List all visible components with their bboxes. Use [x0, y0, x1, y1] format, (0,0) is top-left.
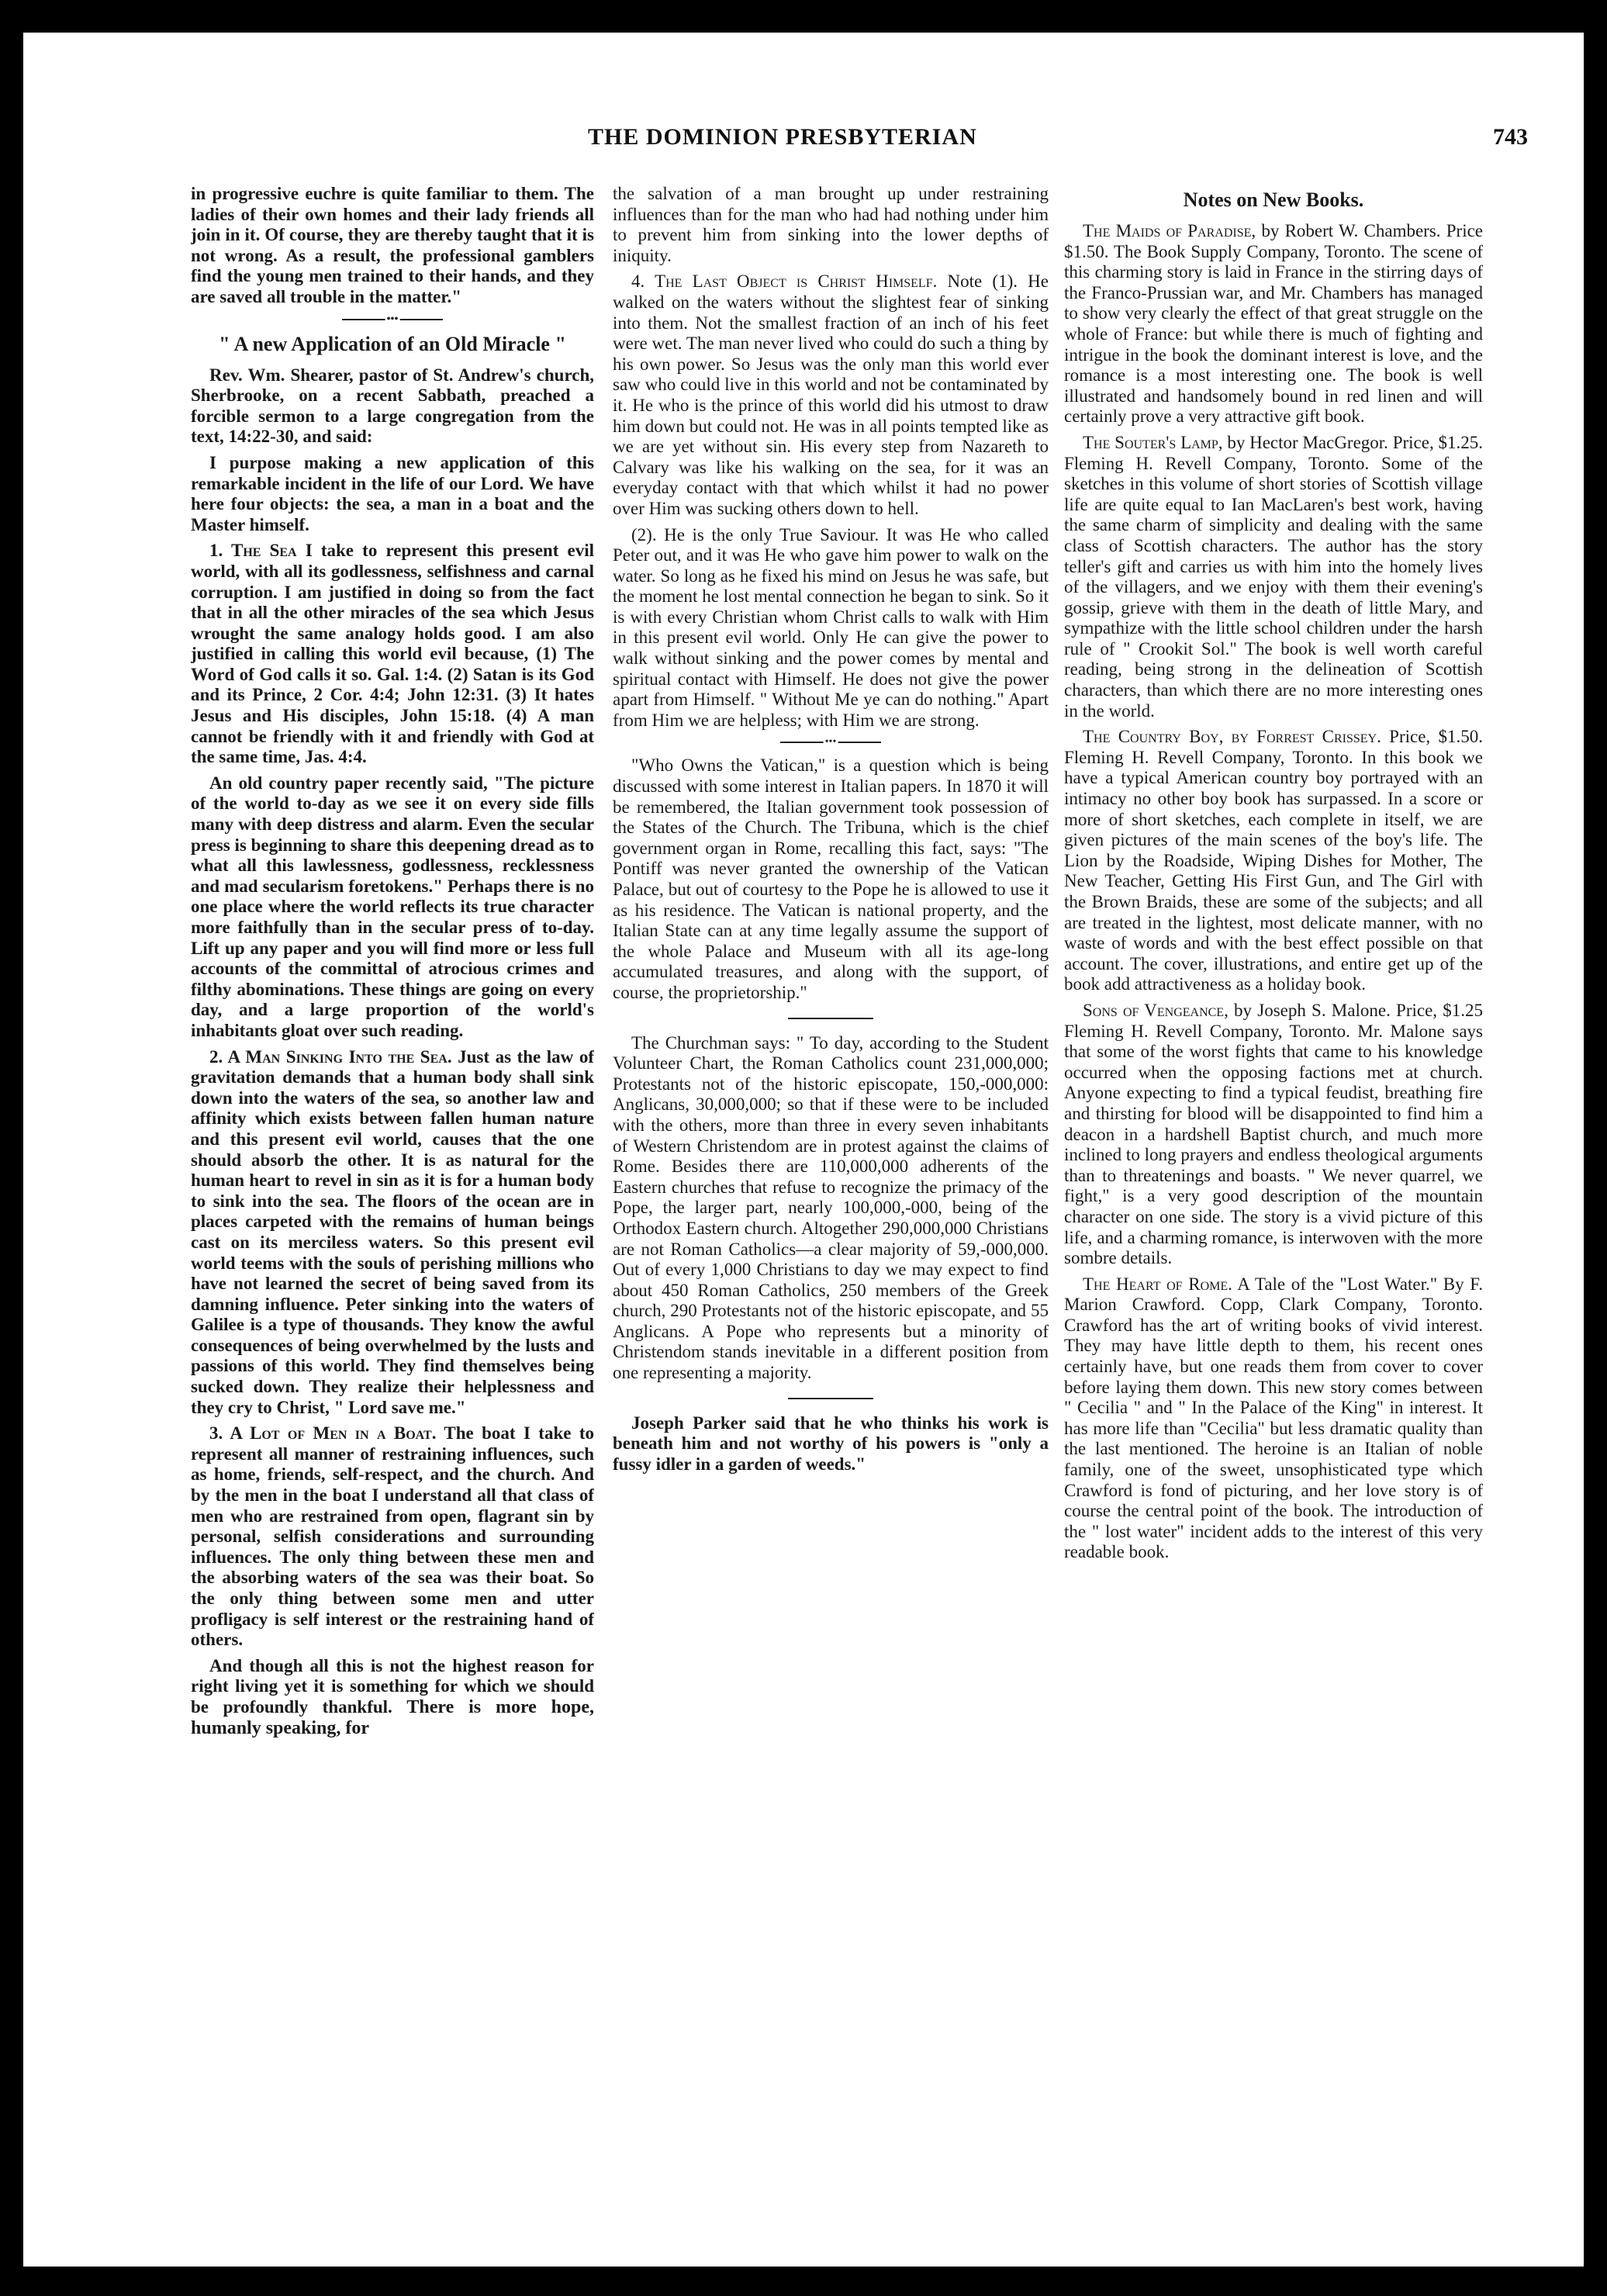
section-divider	[788, 1398, 873, 1399]
column-3	[1064, 184, 1483, 1568]
paragraph-text: And though all this is not the highest reason for right living yet it is something for which we should be profoundly thankful.	[191, 1655, 594, 1717]
review-text: by Robert W. Chambers. Price $1.50. The Book Supply Company, Toronto. The scene of this charming story is laid in France in the stirring days of the Franco-Prussian war, and Mr. Chambers has managed to show very clearly the effect of that great struggle on the whole of France: but while there is much of fighting and intrigue in the book the dominant interest is love, and the romance is a most interesting one. The book is well illustrated and handsomely bound in red linen and will certainly prove a very attractive gift book.	[1064, 221, 1483, 427]
paragraph: The Churchman says: " To day, according to the Student Volunteer Chart, the Roman Catholics count 231,000,000; Protestants not of the historic episcopate, 150,-000,000: Anglicans, 30,000,000; so that if these were to be included with the others, more than three in every seven inhabitants of Western Christendom are in protest against the claims of Rome. Besides there are 110,000,000 adherents of the Eastern churches that refuse to recognize the primacy of the Pope, the larger part, nearly 100,000,-000, being of the Orthodox Eastern church. Altogether 290,000,000 Christians are not Roman Catholics—a clear majority of 59,-000,000. Out of every 1,000 Christians to day we may expect to find about 450 Roman Catholics, 250 members of the Greek church, 290 Protestants not of the historic episcopate, and 55 Anglicans. A Pope who represents but a minority of Christendom stands inevitable in a different position from one representing a majority.	[613, 1032, 1049, 1383]
book-title: The Heart of Rome.	[1083, 1274, 1232, 1294]
column-2	[613, 184, 1049, 1480]
paragraph	[191, 1423, 594, 1651]
review-text: Price, $1.50. Fleming H. Revell Company, Toronto. In this book we have a typical American country boy portrayed with an intimacy no other boy book has surpassed. In a score or more of short sketches, each complete in itself, we are given pictures of the main scenes of the boy's life. The Lion by the Roadside, Wiping Dishes for Mother, The New Teacher, Getting His First Gun, and The Girl with the Brown Braids, these are some of the subjects; and all are treated in the lightest, most delicate manner, with no waste of words and with the best effect possible on that account. The cover, illustrations, and entire get up of the book add attractiveness as a holiday book.	[1064, 727, 1483, 994]
page-header	[23, 124, 1584, 163]
section-divider	[780, 742, 881, 743]
newspaper-page	[23, 33, 1584, 2267]
section-lead: 4. The Last Object is Christ Himself.	[631, 271, 938, 292]
paragraph: in progressive euchre is quite familiar to them. The ladies of their own homes and their lady friends all join in it. Of course, they are thereby taught that it is not wrong. As a result, the professional gamblers find the young men trained to their hands, and they are saved all trouble in the matter."	[191, 184, 594, 306]
section-lead: 2. A Man Sinking Into the Sea.	[209, 1046, 452, 1067]
book-title: The Country Boy, by Forrest Crissey.	[1083, 727, 1381, 747]
book-title: The Maids of Paradise,	[1083, 221, 1256, 240]
book-review	[1064, 1001, 1483, 1269]
paragraph: (2). He is the only True Saviour. It was He who called Peter out, and it was He who gave him power to walk on the water. So long as he fixed his mind on Jesus he was safe, but the moment he lost mental connection he began to sink. So it is with every Christian whom Christ calls to walk with Him in this present evil world. Only He can give the power to walk without sinking and the power comes by mental and spiritual contact with Himself. He does not give the power apart from Himself. " Without Me ye can do nothing." Apart from Him we are helpless; with Him we are strong.	[613, 524, 1049, 730]
paragraph: the salvation of a man brought up under restraining influences than for the man who had had nothing under him to prevent him from sinking into the lower depths of iniquity.	[613, 184, 1049, 265]
book-title: Sons of Vengeance,	[1083, 1000, 1229, 1020]
paragraph: "Who Owns the Vatican," is a question which is being discussed with some interest in Italian papers. In 1870 it will be remembered, the Italian government took possession of the States of the Church. The Tribuna, which is the chief government organ in Rome, recalling this fact, says: "The Pontiff was never granted the ownership of the Vatican Palace, but out of courtesy to the Pope he is allowed to use it as his residence. The Vatican is national property, and the Italian State can at any time legally assume the support of the whole Palace and Museum with all its age-long accumulated treasures, and along with the support, of course, the proprietorship."	[613, 756, 1049, 1002]
paragraph-text-heavy: There is more hope, humanly speaking, for	[191, 1696, 594, 1738]
section-divider	[342, 319, 443, 320]
article-heading: " A new Application of an Old Miracle "	[219, 332, 566, 355]
book-review	[1064, 221, 1483, 427]
section-divider	[788, 1018, 873, 1019]
paragraph	[613, 271, 1049, 519]
section-lead: 3. A Lot of Men in a Boat.	[209, 1423, 437, 1444]
book-review	[1064, 1274, 1483, 1563]
paragraph: I purpose making a new application of this remarkable incident in the life of our Lord. We have here four objects: the sea, a man in a boat and the Master himself.	[191, 452, 594, 534]
paragraph: Joseph Parker said that he who thinks his work is beneath him and not worthy of his powers is "only a fussy idler in a garden of weeds."	[613, 1413, 1049, 1474]
review-text: A Tale of the "Lost Water." By F. Marion Crawford. Copp, Clark Company, Toronto. Crawford has the art of writing books of vivid interest. They may have little depth to them, his recent ones certainly have, but one reads them from cover to cover before laying them down. This new story comes between " Cecilia " and " In the Palace of the King" in interest. It has more life than "Cecilia" but less dramatic quality than the last mentioned. The heroine is an Italian of noble family, one of the sweet, unsophisticated type which Crawford is fond of picturing, and her love story is of course the central point of the book. The introduction of the " lost water" incident adds to the interest of this very readable book.	[1064, 1274, 1483, 1562]
page-number: 743	[1493, 124, 1528, 150]
paragraph	[191, 1047, 594, 1419]
paragraph	[191, 541, 594, 768]
book-review	[1064, 727, 1483, 995]
section-lead: 1. The Sea	[209, 541, 297, 561]
paragraph-text: I take to represent this present evil world, with all its godlessness, selfishness and carnal corruption. I am justified in doing so from the fact that in all the other miracles of the sea which Jesus wrought the same analogy holds good. I am also justified in calling this world evil because, (1) The Word of God calls it so. Gal. 1:4. (2) Satan is its God and its Prince, 2 Cor. 4:4; John 12:31. (3) It hates Jesus and His disciples, John 15:18. (4) A man cannot be friendly with it and friendly with God at the same time, Jas. 4:4.	[191, 541, 594, 767]
paragraph-text: Note (1). He walked on the waters without the slightest fear of sinking into them. Not the smallest fraction of an inch of his feet were wet. The man never lived who could do such a thing by his own power. So Jesus was the only man this world ever saw who could live in this world and not be contaminated by it. He who is the prince of this world did his utmost to draw him down but could not. He was in all points tempted like as we are yet without sin. His every step from Nazareth to Calvary was like his walking on the sea, for it was an everyday contact with that which whilst it had no power over Him was sucking others down to hell.	[613, 271, 1049, 518]
publication-title: THE DOMINION PRESBYTERIAN	[588, 124, 977, 150]
paragraph	[191, 1656, 594, 1738]
column-1	[191, 184, 594, 1744]
book-review	[1064, 433, 1483, 721]
review-text: by Joseph S. Malone. Price, $1.25 Fleming H. Revell Company, Toronto. Mr. Malone says that some of the worst fights that came to his knowledge occurred when the opposing factions met at church. Anyone expecting to find a typical feudist, breathing fire and thirsting for blood will be disappointed to find him a deacon in a hardshell Baptist church, and much more inclined to long prayers and endless theological arguments than to threatenings and boasts. " We never quarrel, we fight," is a very good description of the mountain character on one side. The story is a vivid picture of this life, and a charming romance, is interwoven with the more sombre details.	[1064, 1000, 1483, 1268]
section-heading: Notes on New Books.	[1183, 188, 1364, 211]
book-title: The Souter's Lamp,	[1083, 432, 1223, 452]
paragraph: An old country paper recently said, "The picture of the world to-day as we see it on every side fills many with deep distress and alarm. Even the secular press is beginning to share this deepening dread as to what all this lawlessness, godlessness, recklessness and mad secularism foretokens." Perhaps there is no one place where the world reflects its true character more faithfully than in the secular press of to-day. Lift up any paper and you will find more or less full accounts of the committal of atrocious crimes and filthy abominations. These things are going on every day, and a large proportion of the world's inhabitants gloat over such reading.	[191, 773, 594, 1040]
paragraph-text: The boat I take to represent all manner of restraining influences, such as home, friends, self-respect, and the church. And by the men in the boat I understand all that class of men who are restrained from open, flagrant sin by personal, selfish considerations and surrounding influences. The only thing between these men and the absorbing waters of the sea was their boat. So the only thing between some men and utter profligacy is self interest or the restraining hand of others.	[191, 1423, 594, 1650]
review-text: by Hector MacGregor. Price, $1.25. Fleming H. Revell Company, Toronto. Some of the sketches in this volume of short stories of Scottish village life are quite equal to Ian MacLaren's best work, having the same charm of simplicity and dealing with the same class of Scottish characters. The author has the story teller's gift and carries us with him into the homely lives of the villagers, and we enjoy with them their evening's gossip, grieve with them in the death of little Mary, and sympathize with the little school children under the harsh rule of " Crookit Sol." The book is well worth careful reading, being strong in the delineation of Scottish characters, than which there are no more interesting ones in the world.	[1064, 432, 1483, 721]
paragraph-text: Just as the law of gravitation demands that a human body shall sink down into the waters of the sea, so another law and affinity which exists between fallen human nature and this present evil world, causes that the one should absorb the other. It is as natural for the human heart to revel in sin as it is for a human body to sink into the sea. The floors of the ocean are in places carpeted with the remains of human beings cast on its merciless waters. So this present evil world teems with the souls of perishing millions who have not learned the secret of being saved from its damning influence. Peter sinking into the waters of Galilee is a type of thousands. They know the awful consequences of being overwhelmed by the lusts and passions of this world. They find themselves being sucked down. They realize their helplessness and they cry to Christ, " Lord save me."	[191, 1046, 594, 1417]
paragraph: Rev. Wm. Shearer, pastor of St. Andrew's church, Sherbrooke, on a recent Sabbath, preached a forcible sermon to a large congregation from the text, 14:22-30, and said:	[191, 365, 594, 447]
